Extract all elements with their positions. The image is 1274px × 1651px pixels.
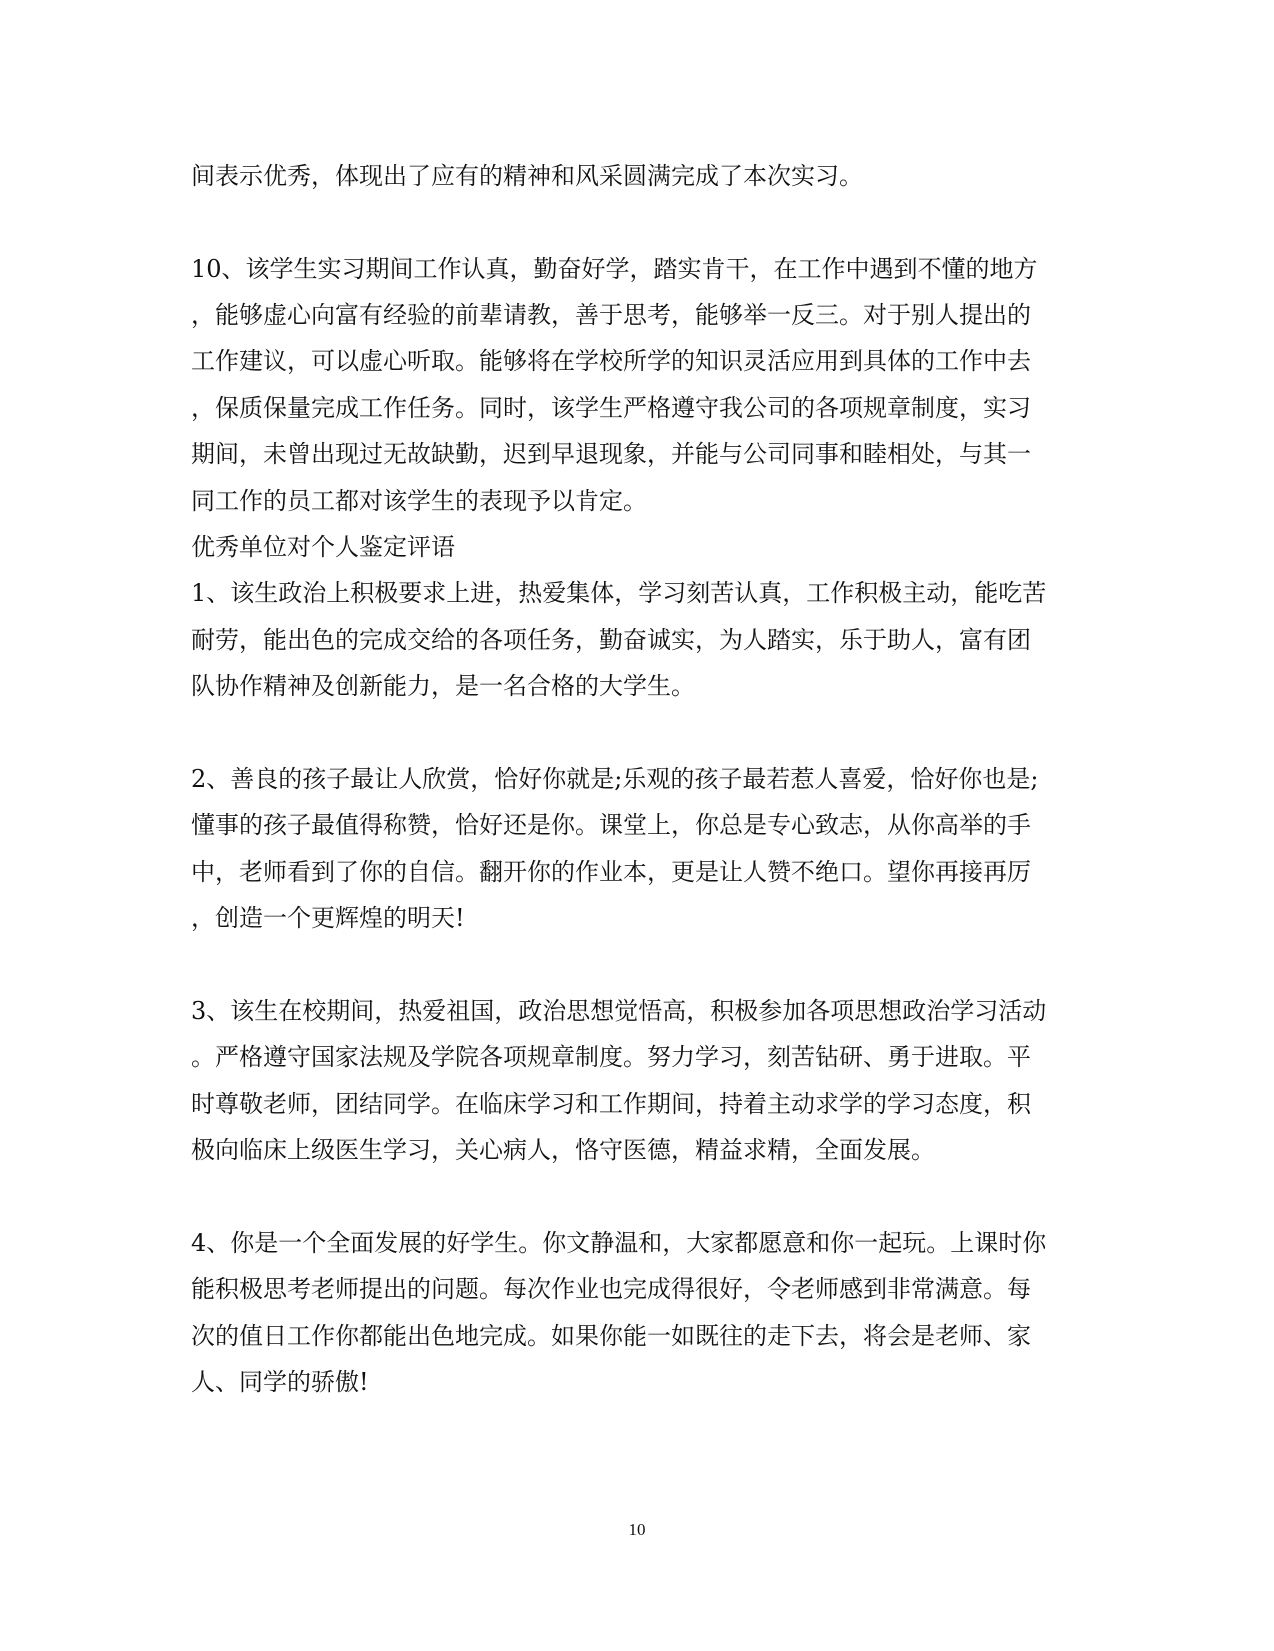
text-line: 极向临床上级医生学习，关心病人，恪守医德，精益求精，全面发展。 bbox=[191, 1136, 935, 1164]
text-line: 人、同学的骄傲! bbox=[191, 1368, 369, 1396]
page-number: 10 bbox=[628, 1520, 646, 1539]
section-heading: 优秀单位对个人鉴定评语 bbox=[191, 533, 455, 561]
text-line: 时尊敬老师，团结同学。在临床学习和工作期间，持着主动求学的学习态度，积 bbox=[191, 1090, 1031, 1118]
text-line: 队协作精神及创新能力，是一名合格的大学生。 bbox=[191, 672, 695, 700]
text-line: 1、该生政治上积极要求上进，热爱集体，学习刻苦认真，工作积极主动，能吃苦 bbox=[191, 579, 1047, 607]
text-line: 。严格遵守国家法规及学院各项规章制度。努力学习，刻苦钻研、勇于进取。平 bbox=[191, 1043, 1031, 1071]
text-line: 中，老师看到了你的自信。翻开你的作业本，更是让人赞不绝口。望你再接再厉 bbox=[191, 858, 1031, 886]
text-line: 3、该生在校期间，热爱祖国，政治思想觉悟高，积极参加各项思想政治学习活动 bbox=[191, 997, 1047, 1025]
text-line: 10、该学生实习期间工作认真，勤奋好学，踏实肯干，在工作中遇到不懂的地方 bbox=[191, 255, 1038, 283]
text-line: ，能够虚心向富有经验的前辈请教，善于思考，能够举一反三。对于别人提出的 bbox=[191, 301, 1031, 329]
text-line: ，保质保量完成工作任务。同时，该学生严格遵守我公司的各项规章制度，实习 bbox=[191, 394, 1031, 422]
text-line: ，创造一个更辉煌的明天! bbox=[191, 904, 465, 932]
text-line: 懂事的孩子最值得称赞，恰好还是你。课堂上，你总是专心致志，从你高举的手 bbox=[191, 811, 1031, 839]
text-line: 工作建议，可以虚心听取。能够将在学校所学的知识灵活应用到具体的工作中去 bbox=[191, 347, 1031, 375]
text-line: 次的值日工作你都能出色地完成。如果你能一如既往的走下去，将会是老师、家 bbox=[191, 1322, 1031, 1350]
text-line: 期间，未曾出现过无故缺勤，迟到早退现象，并能与公司同事和睦相处，与其一 bbox=[191, 440, 1031, 468]
text-line: 同工作的员工都对该学生的表现予以肯定。 bbox=[191, 487, 647, 515]
text-line: 耐劳，能出色的完成交给的各项任务，勤奋诚实，为人踏实，乐于助人，富有团 bbox=[191, 626, 1031, 654]
text-line: 4、你是一个全面发展的好学生。你文静温和，大家都愿意和你一起玩。上课时你 bbox=[191, 1229, 1047, 1257]
text-line: 2、善良的孩子最让人欣赏，恰好你就是;乐观的孩子最若惹人喜爱，恰好你也是; bbox=[191, 765, 1039, 793]
text-line: 能积极思考老师提出的问题。每次作业也完成得很好，令老师感到非常满意。每 bbox=[191, 1275, 1031, 1303]
text-line: 间表示优秀，体现出了应有的精神和风采圆满完成了本次实习。 bbox=[191, 162, 863, 190]
